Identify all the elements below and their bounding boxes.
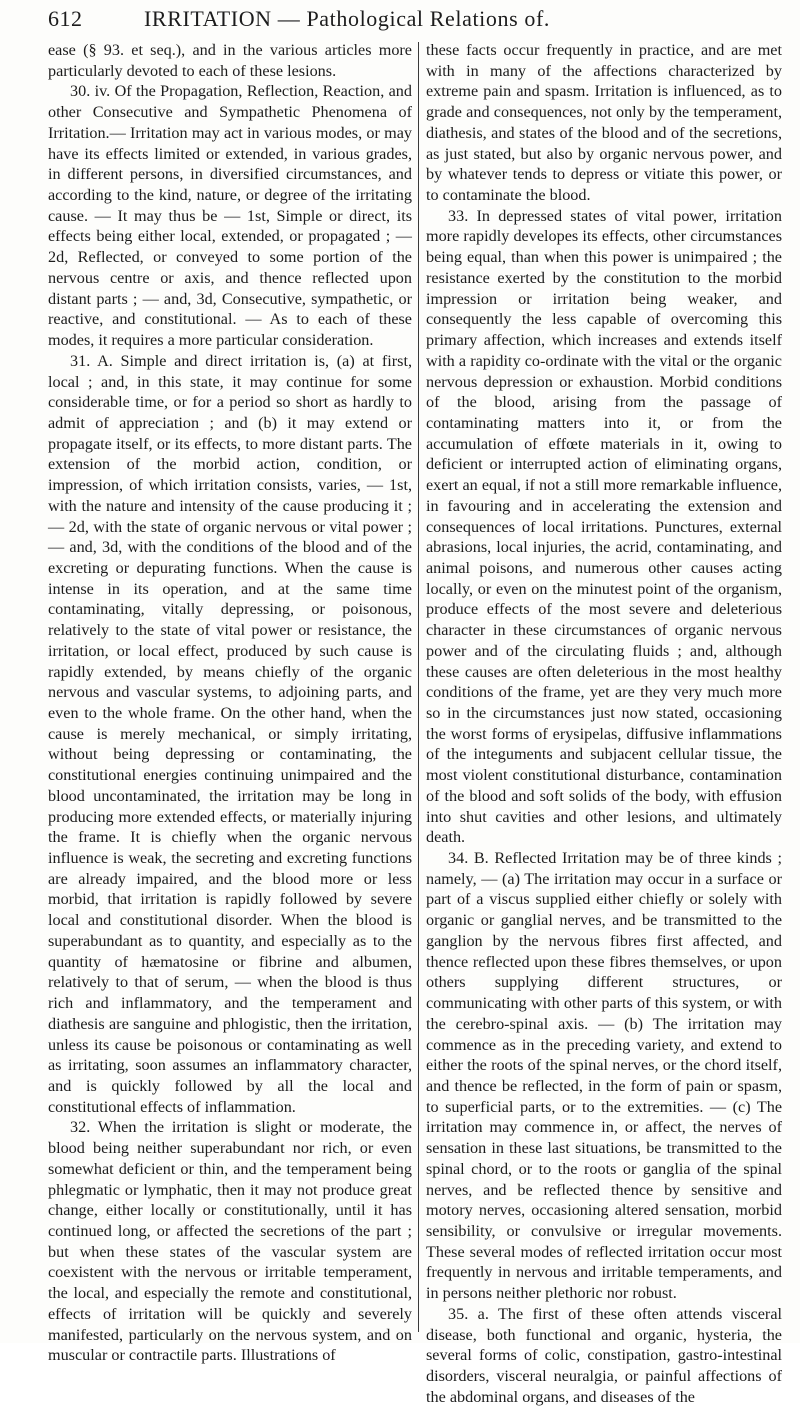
paragraph-32-continuation: these facts occur frequently in practice, and are met with in many of the affections characterized by extreme pain and spasm. Irritation is influenced, as to grade and consequences, not only by the temperament, diathesis, and states of the blood and of the secretions, as just stated, but also by organic nervous power, and by whatever tends to depress or vitiate this power, or to contaminate the blood. [426, 41, 782, 205]
paragraph-30: 30. iv. Of the Propagation, Reflection, Reaction, and other Consecutive and Sympathetic Phenomena of Irritation.— Irritation may act in various modes, or may have its effects limited or extended, in various grades, in different persons, in diversified circumstances, and according to the kind, nature, or degree of the irritating cause. — It may thus be — 1st, Simple or direct, its effects being either local, extended, or propagated ; — 2d, Reflected, or conveyed to some portion of the nervous centre or axis, and thence reflected upon distant parts ; — and, 3d, Consecutive, sympathetic, or reactive, and constitutional. — As to each of these modes, it requires a more particular consideration. [48, 82, 412, 350]
paragraph-31: 31. A. Simple and direct irritation is, (a) at first, local ; and, in this state, it may continue for some considerable time, or for a period so short as hardly to admit of appreciation ; and (b) it may extend or propagate itself, or its effects, to more distant parts. The extension of the morbid action, condition, or impression, of which irritation consists, varies, — 1st, with the nature and intensity of the cause producing it ; — 2d, with the state of organic nervous or vital power ; — and, 3d, with the conditions of the blood and of the excreting or depurating functions. When the cause is intense in its operation, and at the same time contaminating, vitally depressing, or poisonous, relatively to the state of vital power or resistance, the irritation, or local effect, produced by such cause is rapidly extended, by means chiefly of the organic nervous and vascular systems, to adjoining parts, and even to the whole frame. On the other hand, when the cause is merely mechanical, or simply irritating, without being depressing or contaminating, the constitutional energies continuing unimpaired and the blood uncontaminated, the irritation may be long in producing more extended effects, or materially injuring the frame. It is chiefly when the organic nervous influence is weak, the secreting and excreting functions are already impaired, and the blood more or less morbid, that irritation is rapidly followed by severe local and constitutional disorder. When the blood is superabundant as to quantity, and especially as to the quantity of hæmatosine or fibrine and albumen, relatively to that of serum, — when the blood is thus rich and inflammatory, and the temperament and diathesis are sanguine and phlogistic, then the irritation, unless its cause be poisonous or contaminating as well as irritating, soon assumes an inflammatory character, and is quickly followed by all the local and constitutional effects of inflammation. [48, 351, 412, 1116]
paragraph-32: 32. When the irritation is slight or moderate, the blood being neither superabundant nor rich, or even somewhat deficient or thin, and the temperament being phlegmatic or lymphatic, then it may not produce great change, either locally or constitutionally, until it has continued long, or affected the secretions of the part ; but when these states of the vascular system are coexistent with the nervous or irritable temperament, the local, and especially the remote and constitutional, effects of irritation will be quickly and severely manifested, particularly on the nervous system, and on muscular or contractile parts. Illustrations of [48, 1118, 412, 1365]
running-head [48, 6, 778, 40]
page-number: 612 [48, 6, 83, 31]
right-column [426, 40, 782, 1407]
paragraph-35: 35. a. The first of these often attends visceral disease, both functional and organic, hysteria, the several forms of colic, constipation, gastro-intestinal disorders, visceral neuralgia, or painful affections of the abdominal organs, and diseases of the [426, 1304, 782, 1406]
paragraph-continuation: ease (§ 93. et seq.), and in the various articles more particularly devoted to each of these lesions. [48, 41, 412, 80]
column-divider [418, 42, 419, 1332]
paragraph-33: 33. In depressed states of vital power, irritation more rapidly developes its effects, other circumstances being equal, than when this power is unimpaired ; the resistance exerted by the constitution to the morbid impression or irritation being weaker, and consequently the less capable of overcoming this primary affection, which increases and extends itself with a rapidity co-ordinate with the vital or the organic nervous depression or exhaustion. Morbid conditions of the blood, arising from the passage of contaminating matters into it, or from the accumulation of effœte materials in it, owing to deficient or interrupted action of eliminating organs, exert an equal, if not a still more remarkable influence, in favouring and in accelerating the extension and consequences of local irritations. Punctures, external abrasions, local injuries, the acrid, contaminating, and animal poisons, and numerous other causes acting locally, or even on the minutest point of the organism, produce effects of the most severe and deleterious character in these circumstances of organic nervous power and of the circulating fluids ; and, although these causes are often deleterious in the most healthy conditions of the frame, yet are they very much more so in the circumstances just now stated, occasioning the worst forms of erysipelas, diffusive inflammations of the integuments and subjacent cellular tissue, the most violent constitutional disturbance, contamination of the blood and soft solids of the body, with effusion into shut cavities and other lesions, and ultimately death. [426, 206, 782, 847]
paragraph-34: 34. B. Reflected Irritation may be of three kinds ; namely, — (a) The irritation may occur in a surface or part of a viscus supplied either chiefly or solely with organic or ganglial nerves, and be transmitted to the ganglion by the nervous fibres first affected, and thence reflected upon these fibres themselves, or upon others supplying different structures, or communicating with other parts of this system, or with the cerebro-spinal axis. — (b) The irritation may commence as in the preceding variety, and extend to either the roots of the spinal nerves, or the chord itself, and thence be reflected, in the form of pain or spasm, to superficial parts, or to the extremities. — (c) The irritation may commence in, or affect, the nerves of sensation in these last situations, be transmitted to the spinal chord, or to the roots or ganglia of the spinal nerves, and be reflected thence by sensitive and motory nerves, occasioning altered sensation, morbid sensibility, or convulsive or irregular movements. These several modes of reflected irritation occur most frequently in nervous and irritable temperaments, and in persons neither plethoric nor robust. [426, 849, 782, 1303]
left-column [48, 40, 412, 1366]
running-title: IRRITATION — Pathological Relations of. [144, 6, 550, 31]
